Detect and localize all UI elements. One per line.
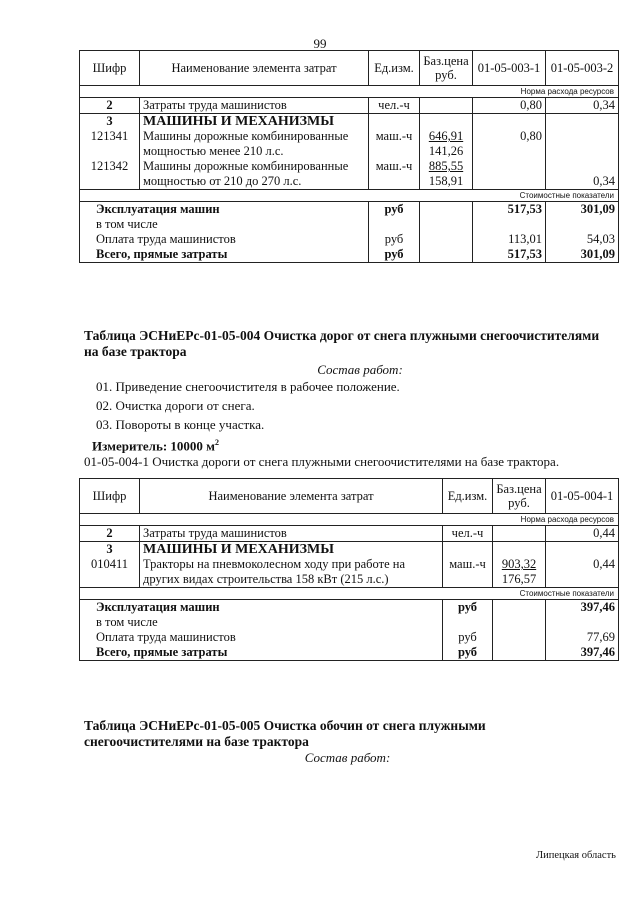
table-row: 3 МАШИНЫ И МЕХАНИЗМЫ — [80, 114, 619, 130]
summary-row: Всего, прямые затраты руб 397,46 — [80, 645, 619, 661]
summary-row: Эксплуатация машин руб 517,53 301,09 — [80, 202, 619, 218]
base-price-labor: 176,57 — [501, 572, 537, 586]
table-row: 3 МАШИНЫ И МЕХАНИЗМЫ — [80, 542, 619, 558]
table-row: 2 Затраты труда машинистов чел.-ч 0,44 — [80, 526, 619, 542]
summary-row: Эксплуатация машин руб 397,46 — [80, 600, 619, 616]
cost-note: Стоимостные показатели — [80, 190, 619, 202]
resource-table-1 — [79, 50, 619, 263]
work-composition-heading: Состав работ: — [317, 362, 403, 377]
meter-line: Измеритель: 10000 $м^2$ — [92, 438, 220, 454]
norm-note: Норма расхода ресурсов — [80, 514, 619, 526]
base-price: 885,55 — [428, 159, 464, 173]
item-line: 01-05-004-1 Очистка дороги от снега плужными снегоочистителями на базе трактора. — [84, 454, 560, 469]
page-number: 99 — [313, 36, 327, 51]
cost-note: Стоимостные показатели — [80, 588, 619, 600]
col-header-name: Наименование элемента затрат — [140, 479, 443, 514]
table-header-row — [80, 479, 619, 514]
col-header-price: Баз.цена руб. — [493, 479, 546, 514]
summary-row: Оплата труда машинистов руб 113,01 54,03 — [80, 232, 619, 247]
col-header-code: Шифр — [80, 51, 140, 86]
table-title: Таблица ЭСНиЕРс-01-05-005 Очистка обочин от снега плужными снегоочистителями на базе трактора — [84, 718, 486, 749]
base-price: 903,32 — [501, 557, 537, 571]
resource-table-2 — [79, 478, 619, 661]
table-title: Таблица ЭСНиЕРс-01-05-004 Очистка дорог от снега плужными снегоочистителями на базе трактора — [84, 328, 600, 359]
table-row: 121342 Машины дорожные комбинированные мощностью от 210 до 270 л.с. маш.-ч 885,55 158,91 0,34 — [80, 159, 619, 190]
col-header-code: Шифр — [80, 479, 140, 514]
work-step: 03. Повороты в конце участка. — [96, 417, 265, 432]
col-header-unit: Ед.изм. — [369, 51, 420, 86]
col-header-item-1: 01-05-003-1 — [473, 51, 546, 86]
base-price: 646,91 — [428, 129, 464, 143]
summary-row: Всего, прямые затраты руб 517,53 301,09 — [80, 247, 619, 263]
summary-row: Оплата труда машинистов руб 77,69 — [80, 630, 619, 645]
base-price-labor: 158,91 — [428, 174, 464, 188]
table-row: 121341 Машины дорожные комбинированные мощностью менее 210 л.с. маш.-ч 646,91 141,26 0,80 — [80, 129, 619, 159]
work-step: 02. Очистка дороги от снега. — [96, 398, 255, 413]
col-header-name: Наименование элемента затрат — [140, 51, 369, 86]
norm-note: Норма расхода ресурсов — [80, 86, 619, 98]
base-price-labor: 141,26 — [428, 144, 464, 158]
footer-region: Липецкая область — [536, 850, 616, 861]
table-header-row — [80, 51, 619, 86]
work-step: 01. Приведение снегоочистителя в рабочее положение. — [96, 379, 400, 394]
table-row: 2 Затраты труда машинистов чел.-ч 0,80 0,34 — [80, 98, 619, 114]
summary-row: в том числе — [80, 615, 619, 630]
col-header-item-1: 01-05-004-1 — [546, 479, 619, 514]
col-header-unit: Ед.изм. — [443, 479, 493, 514]
col-header-price: Баз.цена руб. — [420, 51, 473, 86]
col-header-item-2: 01-05-003-2 — [546, 51, 619, 86]
work-composition-heading: Состав работ: — [304, 750, 391, 765]
summary-row: в том числе — [80, 217, 619, 232]
table-row: 010411 Тракторы на пневмоколесном ходу при работе на других видах строительства 158 кВт (215 л.с.) маш.-ч 903,32 176,57 0,44 — [80, 557, 619, 588]
